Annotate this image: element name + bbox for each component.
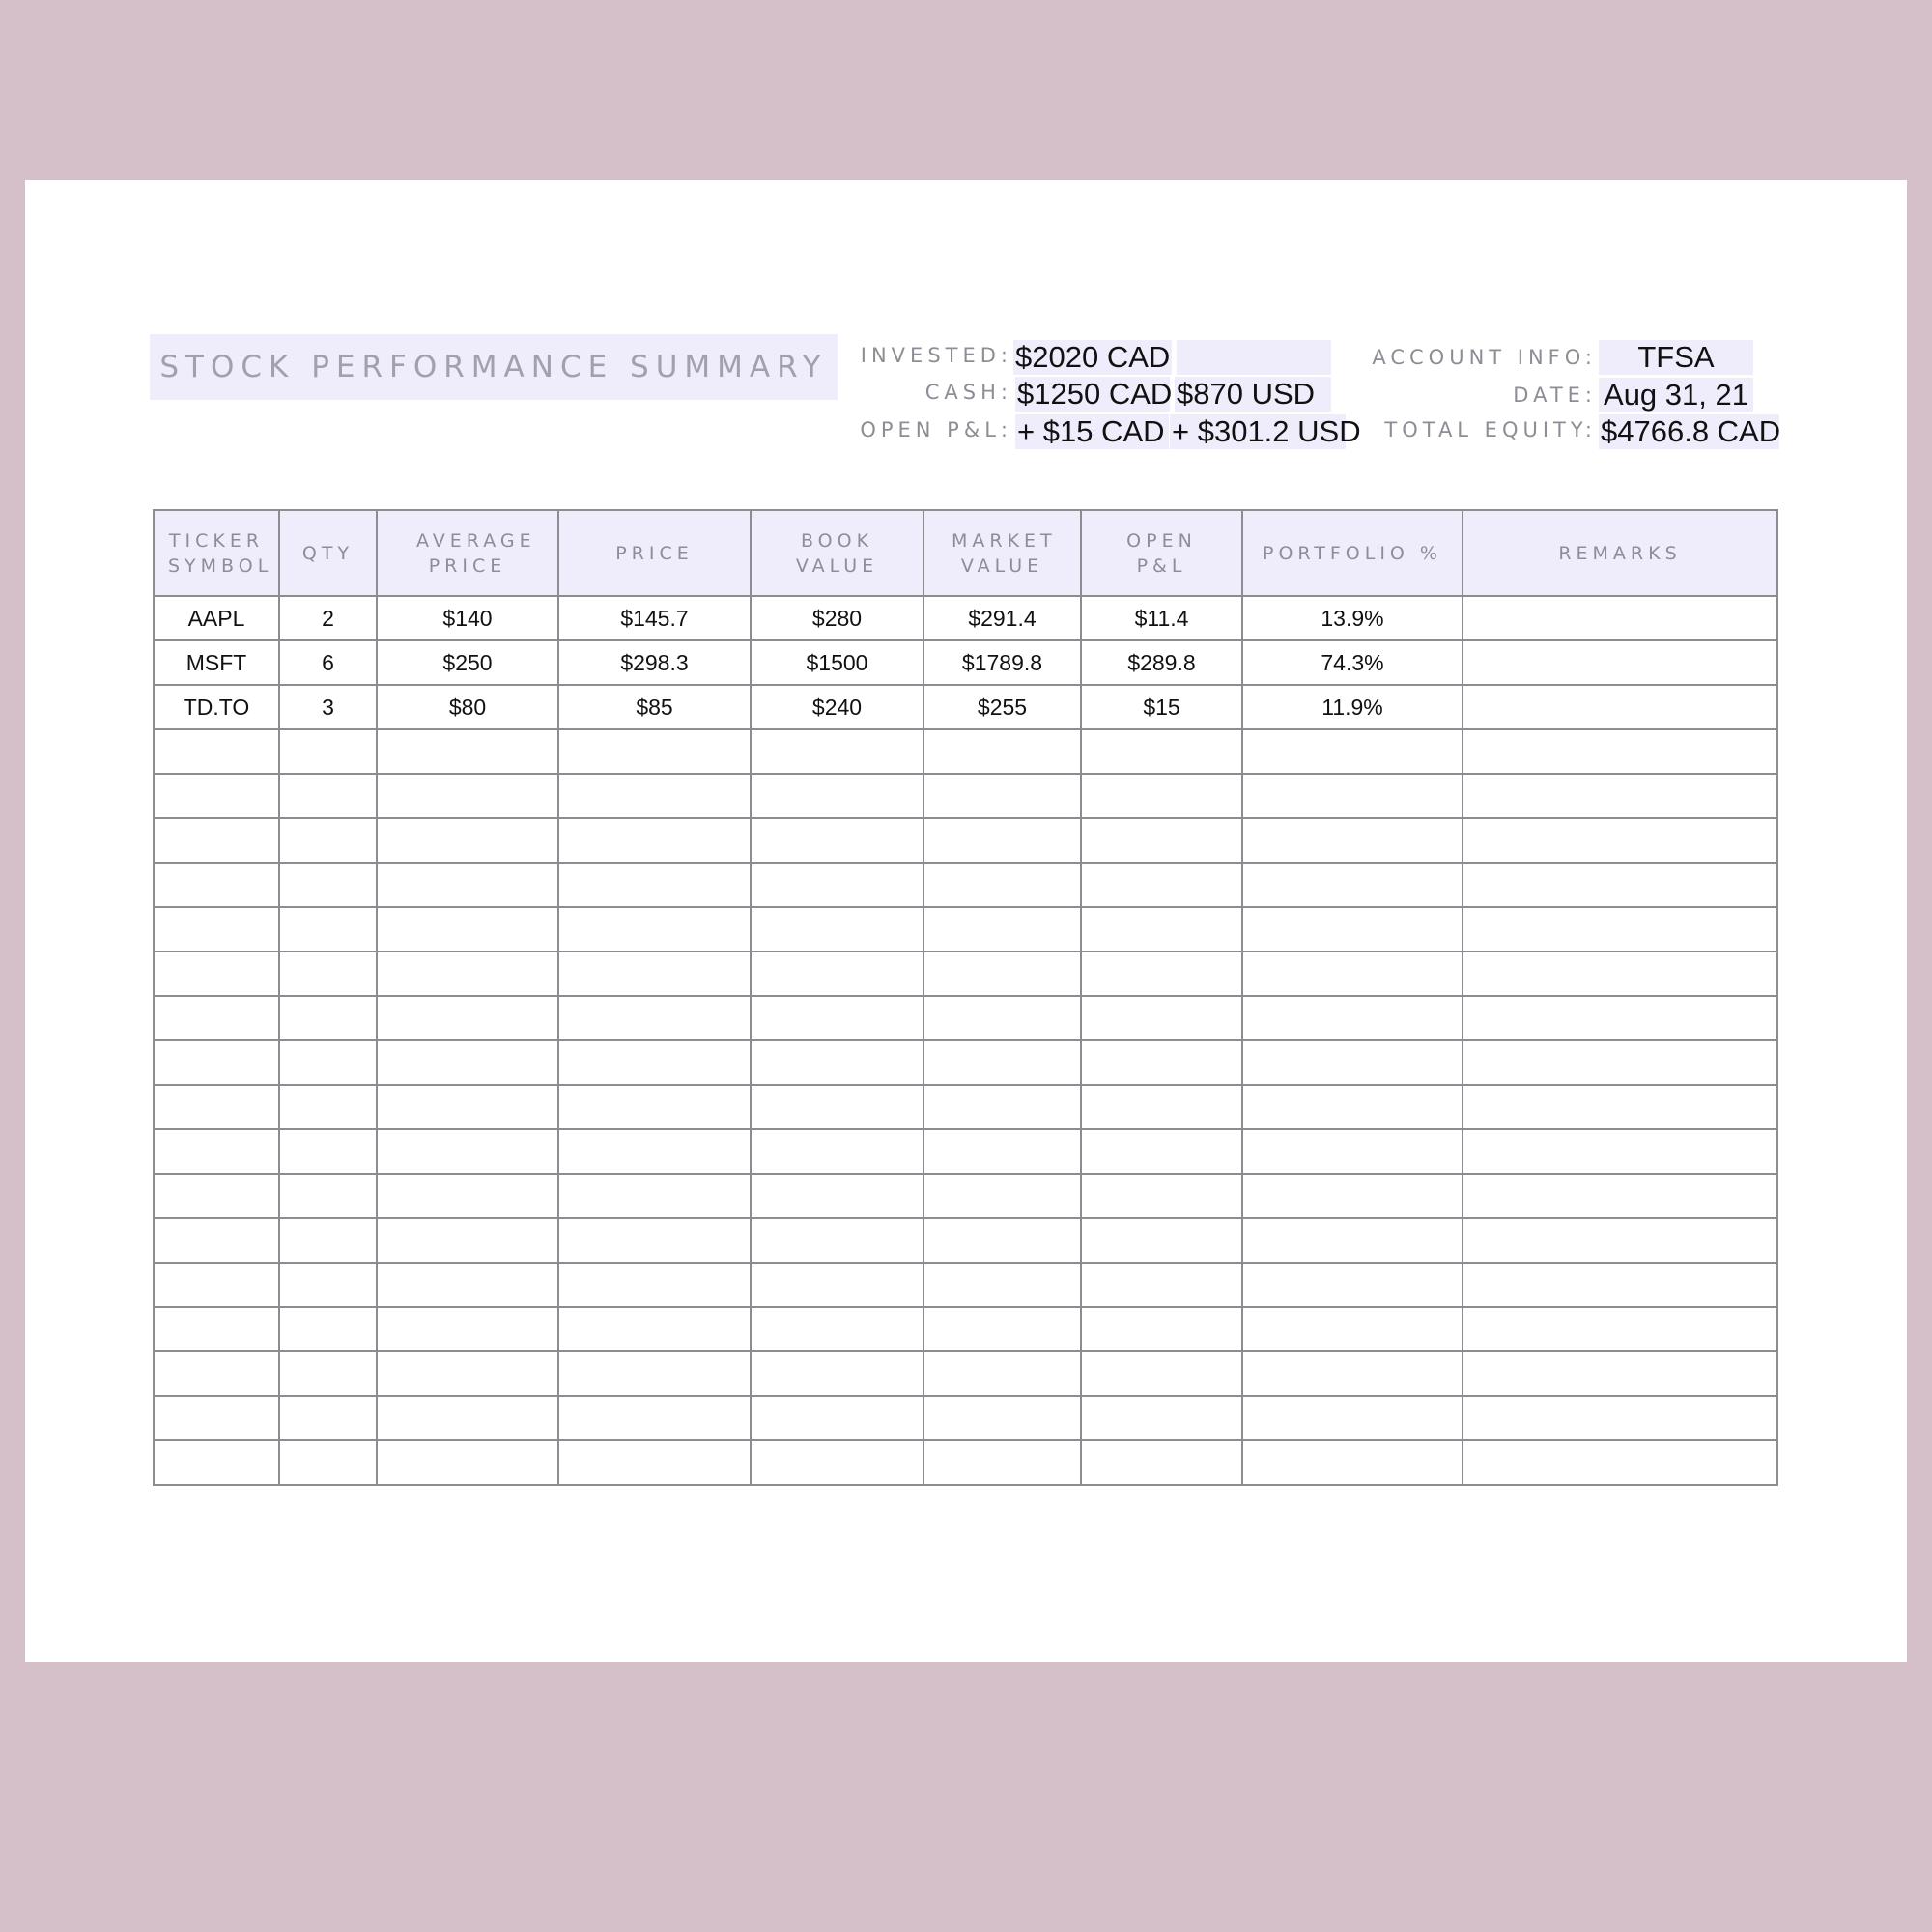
average-price-cell[interactable]	[377, 1440, 558, 1485]
portfolio-percent-cell[interactable]	[1242, 1440, 1463, 1485]
qty-cell[interactable]	[279, 1085, 377, 1129]
empty-table-row	[154, 818, 1777, 863]
market-value-cell[interactable]	[923, 996, 1081, 1040]
qty-cell[interactable]	[279, 1440, 377, 1485]
portfolio-percent-cell[interactable]	[1242, 1396, 1463, 1440]
stock-table	[153, 509, 1778, 1486]
book-value-cell[interactable]	[751, 1218, 923, 1263]
remarks-cell[interactable]	[1463, 1085, 1777, 1129]
open-pl-cell[interactable]: $289.8	[1081, 640, 1242, 685]
market-value-cell[interactable]	[923, 1396, 1081, 1440]
total-equity-label: TOTAL EQUITY:	[1384, 418, 1597, 441]
remarks-cell[interactable]	[1463, 1129, 1777, 1174]
qty-cell[interactable]	[279, 1218, 377, 1263]
qty-cell[interactable]	[279, 907, 377, 952]
empty-table-row	[154, 1040, 1777, 1085]
ticker-cell[interactable]	[154, 1040, 279, 1085]
market-value-cell[interactable]: $255	[923, 685, 1081, 729]
book-value-cell[interactable]: $280	[751, 596, 923, 640]
open-pl-cell[interactable]	[1081, 1085, 1242, 1129]
average-price-cell[interactable]	[377, 1263, 558, 1307]
portfolio-percent-cell[interactable]	[1242, 952, 1463, 996]
remarks-cell[interactable]	[1463, 1440, 1777, 1485]
empty-table-row	[154, 907, 1777, 952]
average-price-cell[interactable]	[377, 1396, 558, 1440]
empty-table-row	[154, 1396, 1777, 1440]
open-pl-cell[interactable]	[1081, 863, 1242, 907]
remarks-cell[interactable]	[1463, 1174, 1777, 1218]
remarks-cell[interactable]	[1463, 729, 1777, 774]
page-title: STOCK PERFORMANCE SUMMARY	[150, 334, 838, 400]
book-value-cell[interactable]	[751, 1085, 923, 1129]
column-header-remarks: REMARKS	[1463, 510, 1777, 596]
average-price-cell[interactable]	[377, 1129, 558, 1174]
portfolio-percent-cell[interactable]	[1242, 1263, 1463, 1307]
remarks-cell[interactable]	[1463, 1351, 1777, 1396]
portfolio-percent-cell[interactable]	[1242, 1351, 1463, 1396]
market-value-cell[interactable]	[923, 1174, 1081, 1218]
price-cell[interactable]	[558, 1129, 751, 1174]
average-price-cell[interactable]	[377, 729, 558, 774]
market-value-cell[interactable]	[923, 1307, 1081, 1351]
book-value-cell[interactable]	[751, 1307, 923, 1351]
ticker-cell[interactable]	[154, 1307, 279, 1351]
qty-cell[interactable]	[279, 1351, 377, 1396]
portfolio-percent-cell[interactable]	[1242, 1307, 1463, 1351]
ticker-cell[interactable]	[154, 952, 279, 996]
average-price-cell[interactable]	[377, 1218, 558, 1263]
open-pl-cell[interactable]	[1081, 818, 1242, 863]
open-pl-cell[interactable]	[1081, 907, 1242, 952]
price-cell[interactable]	[558, 1307, 751, 1351]
ticker-cell[interactable]	[154, 1351, 279, 1396]
empty-table-row	[154, 774, 1777, 818]
empty-table-row	[154, 1263, 1777, 1307]
open-pl-cell[interactable]	[1081, 1351, 1242, 1396]
table-row	[154, 640, 1777, 685]
qty-cell[interactable]	[279, 1307, 377, 1351]
book-value-cell[interactable]	[751, 818, 923, 863]
average-price-cell[interactable]: $250	[377, 640, 558, 685]
column-header-average-price: AVERAGE PRICE	[377, 510, 558, 596]
ticker-cell[interactable]	[154, 774, 279, 818]
column-header-book-value: BOOK VALUE	[751, 510, 923, 596]
open-pl-cell[interactable]	[1081, 1129, 1242, 1174]
book-value-cell[interactable]	[751, 1396, 923, 1440]
empty-table-row	[154, 1085, 1777, 1129]
book-value-cell[interactable]	[751, 1174, 923, 1218]
book-value-cell[interactable]	[751, 996, 923, 1040]
remarks-cell[interactable]	[1463, 685, 1777, 729]
open-pl-cad-value: + $15 CAD	[1015, 414, 1169, 449]
qty-cell[interactable]	[279, 818, 377, 863]
portfolio-percent-cell[interactable]	[1242, 1218, 1463, 1263]
price-cell[interactable]	[558, 1085, 751, 1129]
account-info-value: TFSA	[1599, 340, 1753, 375]
remarks-cell[interactable]	[1463, 863, 1777, 907]
ticker-cell[interactable]	[154, 818, 279, 863]
market-value-cell[interactable]	[923, 1129, 1081, 1174]
qty-cell[interactable]	[279, 996, 377, 1040]
market-value-cell[interactable]	[923, 1351, 1081, 1396]
ticker-cell[interactable]	[154, 1396, 279, 1440]
average-price-cell[interactable]	[377, 1351, 558, 1396]
average-price-cell[interactable]	[377, 1307, 558, 1351]
remarks-cell[interactable]	[1463, 952, 1777, 996]
empty-table-row	[154, 1129, 1777, 1174]
qty-cell[interactable]	[279, 1040, 377, 1085]
portfolio-percent-cell[interactable]	[1242, 774, 1463, 818]
price-cell[interactable]	[558, 952, 751, 996]
market-value-cell[interactable]	[923, 1040, 1081, 1085]
portfolio-percent-cell[interactable]: 13.9%	[1242, 596, 1463, 640]
qty-cell[interactable]: 2	[279, 596, 377, 640]
market-value-cell[interactable]: $291.4	[923, 596, 1081, 640]
book-value-cell[interactable]	[751, 729, 923, 774]
price-cell[interactable]	[558, 1218, 751, 1263]
open-pl-cell[interactable]	[1081, 729, 1242, 774]
qty-cell[interactable]	[279, 863, 377, 907]
cash-label: CASH:	[924, 381, 1012, 404]
portfolio-percent-cell[interactable]	[1242, 1040, 1463, 1085]
open-pl-cell[interactable]: $15	[1081, 685, 1242, 729]
ticker-cell[interactable]: TD.TO	[154, 685, 279, 729]
price-cell[interactable]	[558, 1263, 751, 1307]
market-value-cell[interactable]	[923, 1263, 1081, 1307]
price-cell[interactable]	[558, 1440, 751, 1485]
remarks-cell[interactable]	[1463, 774, 1777, 818]
book-value-cell[interactable]	[751, 1440, 923, 1485]
open-pl-cell[interactable]	[1081, 1307, 1242, 1351]
average-price-cell[interactable]	[377, 818, 558, 863]
market-value-cell[interactable]	[923, 774, 1081, 818]
qty-cell[interactable]	[279, 1129, 377, 1174]
invested-cad-value: $2020 CAD	[1015, 340, 1171, 374]
book-value-cell[interactable]	[751, 1351, 923, 1396]
open-pl-usd-value: + $301.2 USD	[1172, 414, 1361, 448]
price-cell[interactable]	[558, 996, 751, 1040]
price-cell[interactable]	[558, 729, 751, 774]
average-price-cell[interactable]: $80	[377, 685, 558, 729]
book-value-cell[interactable]	[751, 907, 923, 952]
open-pl-cell[interactable]	[1081, 952, 1242, 996]
account-info-label: ACCOUNT INFO:	[1372, 346, 1597, 369]
cash-cad-value: $1250 CAD	[1017, 377, 1173, 411]
price-cell[interactable]: $145.7	[558, 596, 751, 640]
market-value-cell[interactable]	[923, 907, 1081, 952]
portfolio-percent-cell[interactable]	[1242, 1085, 1463, 1129]
market-value-cell[interactable]	[923, 1218, 1081, 1263]
remarks-cell[interactable]	[1463, 1040, 1777, 1085]
qty-cell[interactable]	[279, 1396, 377, 1440]
average-price-cell[interactable]	[377, 1174, 558, 1218]
price-cell[interactable]	[558, 1351, 751, 1396]
invested-usd-value	[1177, 340, 1331, 375]
market-value-cell[interactable]	[923, 818, 1081, 863]
empty-table-row	[154, 729, 1777, 774]
price-cell[interactable]	[558, 1040, 751, 1085]
ticker-cell[interactable]	[154, 729, 279, 774]
average-price-cell[interactable]: $140	[377, 596, 558, 640]
portfolio-percent-cell[interactable]: 74.3%	[1242, 640, 1463, 685]
average-price-cell[interactable]	[377, 907, 558, 952]
remarks-cell[interactable]	[1463, 996, 1777, 1040]
price-cell[interactable]: $298.3	[558, 640, 751, 685]
open-pl-cell[interactable]: $11.4	[1081, 596, 1242, 640]
average-price-cell[interactable]	[377, 996, 558, 1040]
total-equity-value: $4766.8 CAD	[1601, 414, 1781, 448]
price-cell[interactable]	[558, 774, 751, 818]
market-value-cell[interactable]	[923, 1440, 1081, 1485]
date-label: DATE:	[1513, 384, 1597, 407]
open-pl-cell[interactable]	[1081, 1396, 1242, 1440]
column-header-open-pl: OPEN P&L	[1081, 510, 1242, 596]
remarks-cell[interactable]	[1463, 1396, 1777, 1440]
invested-label: INVESTED:	[860, 344, 1012, 367]
empty-table-row	[154, 1307, 1777, 1351]
open-pl-cell[interactable]	[1081, 1218, 1242, 1263]
column-header-qty: QTY	[279, 510, 377, 596]
ticker-cell[interactable]: AAPL	[154, 596, 279, 640]
empty-table-row	[154, 1218, 1777, 1263]
open-pl-cell[interactable]	[1081, 774, 1242, 818]
open-pl-cell[interactable]	[1081, 996, 1242, 1040]
ticker-cell[interactable]	[154, 1218, 279, 1263]
portfolio-percent-cell[interactable]	[1242, 729, 1463, 774]
cash-usd-value: $870 USD	[1175, 377, 1331, 412]
remarks-cell[interactable]	[1463, 640, 1777, 685]
remarks-cell[interactable]	[1463, 907, 1777, 952]
portfolio-percent-cell[interactable]	[1242, 996, 1463, 1040]
ticker-cell[interactable]	[154, 1174, 279, 1218]
market-value-cell[interactable]	[923, 952, 1081, 996]
portfolio-percent-cell[interactable]	[1242, 1129, 1463, 1174]
ticker-cell[interactable]	[154, 1129, 279, 1174]
price-cell[interactable]	[558, 1174, 751, 1218]
qty-cell[interactable]: 6	[279, 640, 377, 685]
empty-table-row	[154, 863, 1777, 907]
empty-table-row	[154, 996, 1777, 1040]
market-value-cell[interactable]	[923, 863, 1081, 907]
market-value-cell[interactable]	[923, 1085, 1081, 1129]
remarks-cell[interactable]	[1463, 818, 1777, 863]
book-value-cell[interactable]	[751, 952, 923, 996]
price-cell[interactable]	[558, 907, 751, 952]
market-value-cell[interactable]	[923, 729, 1081, 774]
book-value-cell[interactable]	[751, 1263, 923, 1307]
ticker-cell[interactable]	[154, 1440, 279, 1485]
ticker-cell[interactable]	[154, 863, 279, 907]
empty-table-row	[154, 1440, 1777, 1485]
book-value-cell[interactable]: $1500	[751, 640, 923, 685]
qty-cell[interactable]	[279, 1263, 377, 1307]
ticker-cell[interactable]	[154, 907, 279, 952]
portfolio-percent-cell[interactable]	[1242, 1174, 1463, 1218]
price-cell[interactable]	[558, 818, 751, 863]
price-cell[interactable]: $85	[558, 685, 751, 729]
book-value-cell[interactable]	[751, 774, 923, 818]
open-pl-cell[interactable]	[1081, 1174, 1242, 1218]
date-value: Aug 31, 21	[1599, 378, 1753, 412]
portfolio-percent-cell[interactable]	[1242, 907, 1463, 952]
price-cell[interactable]	[558, 863, 751, 907]
empty-table-row	[154, 952, 1777, 996]
table-header-row	[154, 510, 1777, 596]
book-value-cell[interactable]: $240	[751, 685, 923, 729]
column-header-ticker-symbol: TICKER SYMBOL	[154, 510, 279, 596]
portfolio-percent-cell[interactable]: 11.9%	[1242, 685, 1463, 729]
table-body	[154, 596, 1777, 1485]
average-price-cell[interactable]	[377, 1040, 558, 1085]
remarks-cell[interactable]	[1463, 1307, 1777, 1351]
open-pl-cell[interactable]	[1081, 1263, 1242, 1307]
qty-cell[interactable]	[279, 774, 377, 818]
average-price-cell[interactable]	[377, 1085, 558, 1129]
column-header-market-value: MARKET VALUE	[923, 510, 1081, 596]
table-row	[154, 596, 1777, 640]
portfolio-percent-cell[interactable]	[1242, 818, 1463, 863]
ticker-cell[interactable]	[154, 996, 279, 1040]
book-value-cell[interactable]	[751, 1129, 923, 1174]
remarks-cell[interactable]	[1463, 1263, 1777, 1307]
qty-cell[interactable]: 3	[279, 685, 377, 729]
open-pl-cell[interactable]	[1081, 1440, 1242, 1485]
remarks-cell[interactable]	[1463, 596, 1777, 640]
book-value-cell[interactable]	[751, 1040, 923, 1085]
book-value-cell[interactable]	[751, 863, 923, 907]
average-price-cell[interactable]	[377, 863, 558, 907]
table-row	[154, 685, 1777, 729]
ticker-cell[interactable]	[154, 1085, 279, 1129]
ticker-cell[interactable]	[154, 1263, 279, 1307]
market-value-cell[interactable]: $1789.8	[923, 640, 1081, 685]
open-pl-cell[interactable]	[1081, 1040, 1242, 1085]
empty-table-row	[154, 1174, 1777, 1218]
column-header-price: PRICE	[558, 510, 751, 596]
qty-cell[interactable]	[279, 952, 377, 996]
portfolio-percent-cell[interactable]	[1242, 863, 1463, 907]
price-cell[interactable]	[558, 1396, 751, 1440]
qty-cell[interactable]	[279, 729, 377, 774]
column-header-portfolio-percent: PORTFOLIO %	[1242, 510, 1463, 596]
remarks-cell[interactable]	[1463, 1218, 1777, 1263]
open-pl-label: OPEN P&L:	[860, 418, 1012, 441]
empty-table-row	[154, 1351, 1777, 1396]
qty-cell[interactable]	[279, 1174, 377, 1218]
ticker-cell[interactable]: MSFT	[154, 640, 279, 685]
average-price-cell[interactable]	[377, 952, 558, 996]
average-price-cell[interactable]	[377, 774, 558, 818]
